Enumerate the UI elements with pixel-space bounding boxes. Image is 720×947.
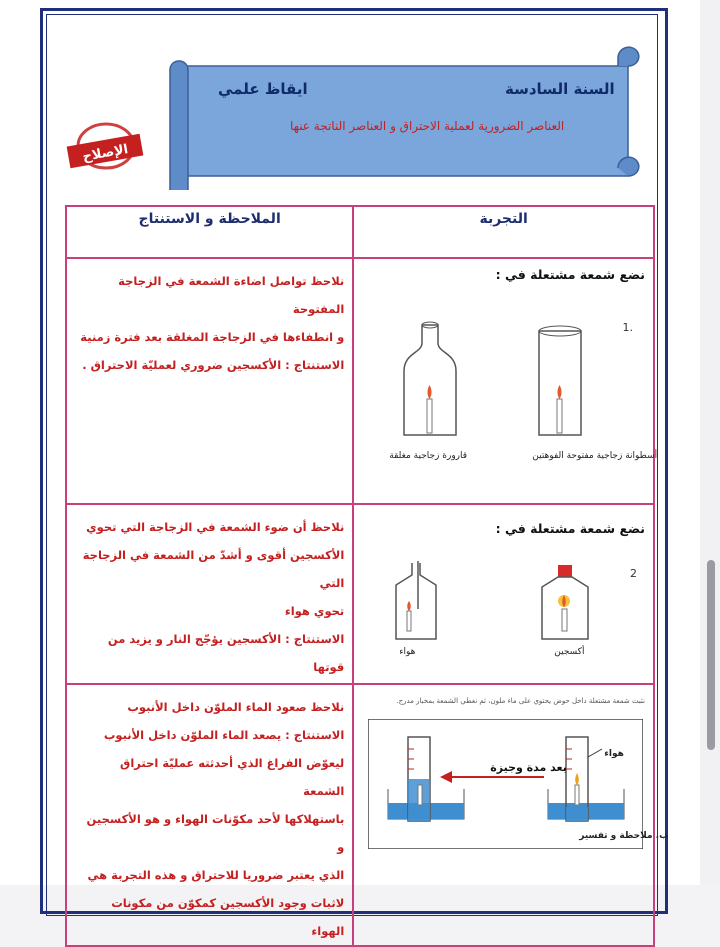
cylinder-water-illustration	[368, 719, 643, 849]
topic-subtitle: العناصر الضرورية لعملية الاحتراق و العناصر الناتجة عنها	[290, 119, 565, 133]
air-label: هواء	[604, 749, 624, 759]
header-experiment: التجربة	[353, 206, 654, 258]
caption-air: هواء	[399, 647, 416, 657]
experiment-cell-3	[353, 684, 669, 946]
conclusion-line: الاستنتاج : الأكسجين ضروري لعمليّة الاحتراق .	[82, 358, 345, 372]
experiment-intro: نثبت شمعة مشتعلة داخل حوض يحتوي على ماء ملون، ثم نغطي الشمعة بمخبار مدرج.	[396, 697, 645, 705]
stamp-text: الإصلاح	[81, 142, 130, 165]
scrollbar-thumb[interactable]	[707, 560, 715, 750]
observation-line: نلاحظ أن ضوء الشمعة في الزجاجة التي تحوي	[86, 520, 345, 534]
conclusion-line: ليعوّض الفراغ الذي أحدثته عمليّة احتراق الشمعة	[120, 756, 345, 798]
vertical-scrollbar[interactable]	[700, 0, 720, 885]
conclusion-line: الاستنتاج : الأكسجين يؤجّج النار و يزيد من قوتها	[107, 632, 345, 674]
caption-open-cylinder: أسطوانة زجاجية مفتوحة الفوهتين	[532, 451, 658, 461]
conclusion-line: الاستنتاج : يصعد الماء الملوّن داخل الأنبوب	[103, 728, 345, 742]
header-observation: الملاحظة و الاستنتاج	[66, 206, 353, 258]
conclusion-line: لاثبات وجود الأكسجين كمكوّن من مكونات الهواء	[111, 896, 345, 938]
experiment-cell-2	[353, 504, 654, 684]
experiment-caption: ب. ملاحظة و تفسير	[579, 831, 669, 841]
bottles-illustration	[394, 317, 624, 447]
experiment-number: 1.	[622, 321, 633, 334]
conclusion-line: باستهلاكها لأحد مكوّنات الهواء و هو الأكسجين و	[86, 812, 345, 854]
observation-cell-1	[66, 258, 353, 504]
observation-cell-2	[66, 504, 353, 684]
conclusion-line: الذي يعتبر ضروريا للاحتراق و هذه التجربة هي	[87, 868, 345, 882]
experiment-intro: نضع شمعة مشتعلة في :	[495, 267, 645, 282]
jars-illustration	[374, 559, 604, 649]
observation-line: الأكسجين أقوى و أشدّ من الشمعة في الزجاجة التي	[82, 548, 345, 590]
correction-stamp	[64, 118, 146, 178]
caption-oxygen: أكسجين	[554, 647, 585, 657]
observation-line: و انطفاءها في الزجاجة المغلقة بعد فترة زمنية	[80, 330, 345, 344]
experiment-intro: نضع شمعة مشتعلة في :	[495, 521, 645, 536]
observation-line: نلاحظ تواصل اضاءة الشمعة في الزجاجة المفتوحة	[118, 274, 345, 316]
subject-title: ايقاظ علمي	[218, 80, 308, 98]
observation-cell-3	[66, 684, 353, 946]
experiment-cell-1	[353, 258, 658, 504]
caption-closed-bottle: قارورة زجاجية مغلقة	[389, 451, 468, 461]
title-scroll-banner	[166, 44, 644, 190]
arrow-label: بعد مدة وجيزة	[490, 761, 567, 774]
observation-line: تحوي هواء	[284, 604, 345, 618]
lesson-table	[65, 205, 669, 947]
observation-line: نلاحظ صعود الماء الملوّن داخل الأنبوب	[127, 700, 345, 714]
experiment-number: 2	[630, 567, 637, 580]
grade-title: السنة السادسة	[505, 80, 615, 98]
